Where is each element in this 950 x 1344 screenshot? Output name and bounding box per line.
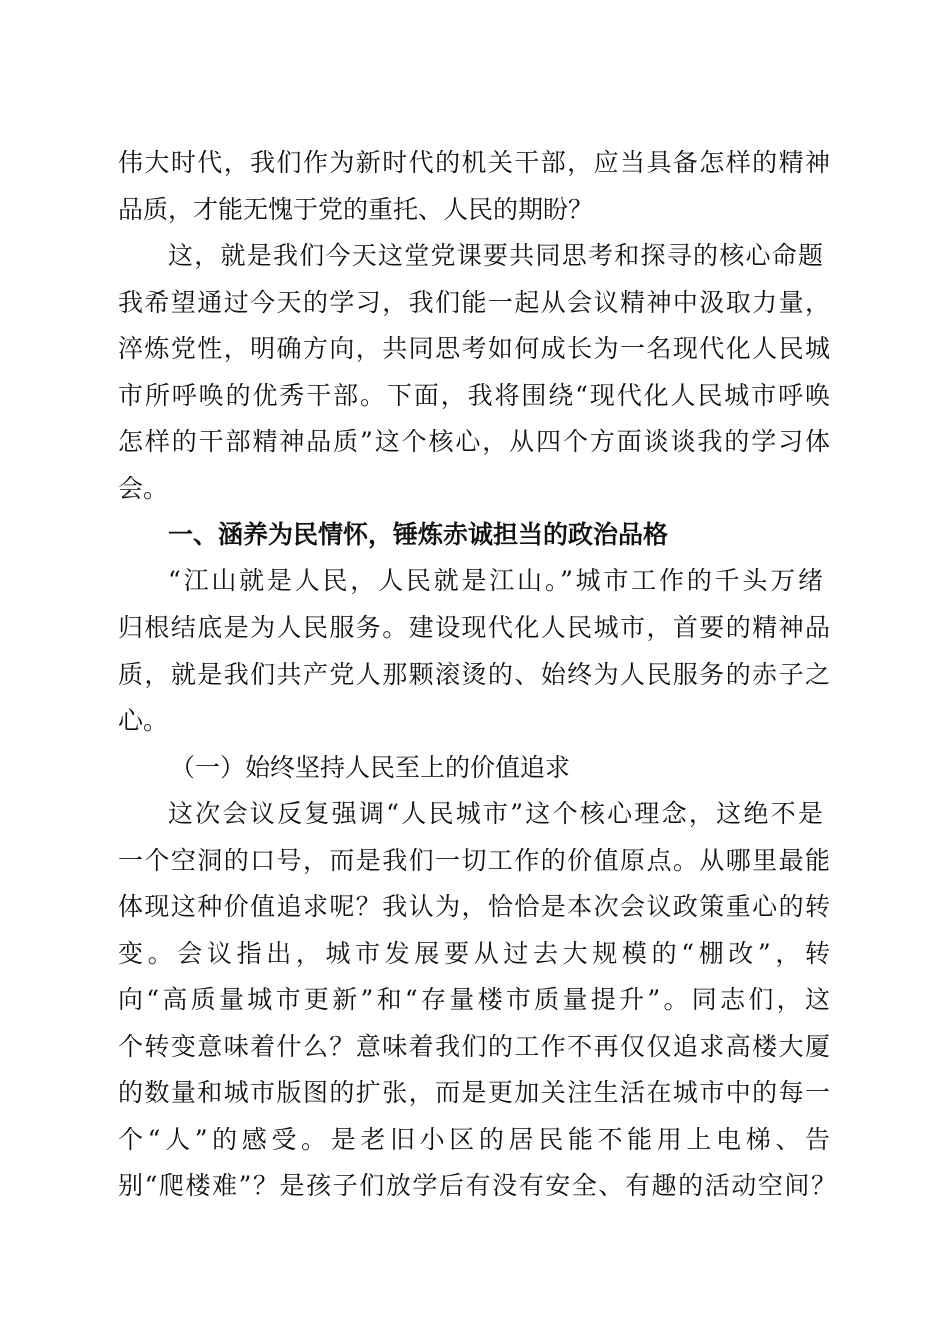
text-line: 心。 xyxy=(118,706,169,735)
text-line: 这次会议反复强调“人民城市”这个核心理念，这绝不是 xyxy=(168,799,823,828)
text-line: 个转变意味着什么？意味着我们的工作不再仅仅追求高楼大厦 xyxy=(118,1032,830,1061)
text-line: 市所呼唤的优秀干部。下面，我将围绕“现代化人民城市呼唤 xyxy=(118,381,830,410)
text-line: 归根结底是为人民服务。建设现代化人民城市，首要的精神品 xyxy=(118,613,830,642)
text-line: 会。 xyxy=(118,474,169,503)
text-line: 个“人”的感受。是老旧小区的居民能不能用上电梯、告 xyxy=(118,1125,830,1154)
text-line: 体现这种价值追求呢？我认为，恰恰是本次会议政策重心的转 xyxy=(118,892,830,921)
text-line: 一个空洞的口号，而是我们一切工作的价值原点。从哪里最能 xyxy=(118,846,830,875)
text-line: “江山就是人民，人民就是江山。”城市工作的千头万绪 xyxy=(168,566,823,595)
text-line: 别“爬楼难”？是孩子们放学后有没有安全、有趣的活动空间？ xyxy=(118,1171,836,1200)
text-line: 向“高质量城市更新”和“存量楼市质量提升”。同志们，这 xyxy=(118,985,830,1014)
text-line: 变。会议指出，城市发展要从过去大规模的“棚改”，转 xyxy=(118,939,830,968)
text-line: 淬炼党性，明确方向，共同思考如何成长为一名现代化人民城 xyxy=(118,334,830,363)
subsection-heading: （一）始终坚持人民至上的价值追求 xyxy=(170,753,571,782)
text-line: 伟大时代，我们作为新时代的机关干部，应当具备怎样的精神 xyxy=(118,148,830,177)
text-line: 我希望通过今天的学习，我们能一起从会议精神中汲取力量， xyxy=(118,288,830,317)
section-heading: 一、涵养为民情怀，锤炼赤诚担当的政治品格 xyxy=(168,520,669,549)
text-line: 质，就是我们共产党人那颗滚烫的、始终为人民服务的赤子之 xyxy=(118,660,830,689)
text-line: 这，就是我们今天这堂党课要共同思考和探寻的核心命题 xyxy=(168,241,823,270)
text-line: 怎样的干部精神品质”这个核心，从四个方面谈谈我的学习体 xyxy=(118,427,830,456)
text-line: 品质，才能无愧于党的重托、人民的期盼？ xyxy=(118,195,594,224)
text-line: 的数量和城市版图的扩张，而是更加关注生活在城市中的每一 xyxy=(118,1078,830,1107)
